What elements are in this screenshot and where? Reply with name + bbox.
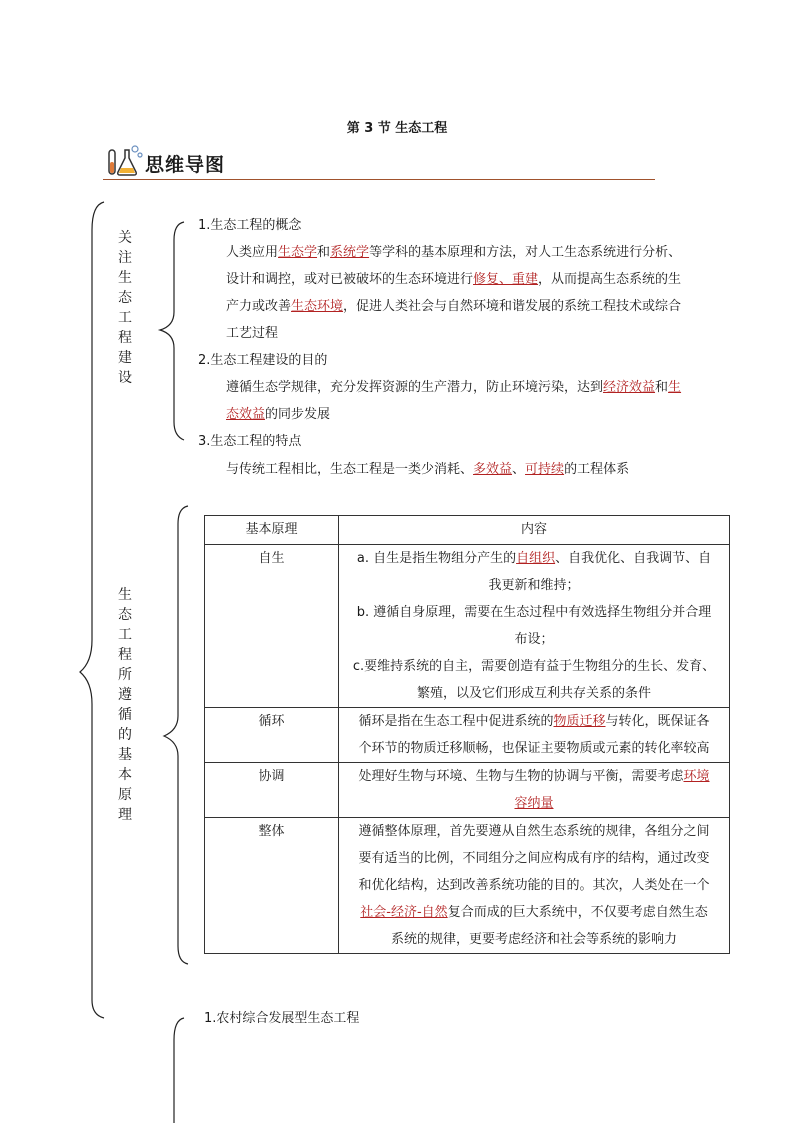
concept-line-4: 工艺过程: [226, 326, 279, 341]
features-line: 与传统工程相比，生态工程是一类少消耗、多效益、可持续的工程体系: [226, 462, 630, 477]
header-content: 内容: [339, 516, 730, 545]
principle-name: 协调: [205, 763, 339, 818]
branch-label-principles: 生态工程所遵循的基本原理: [118, 587, 132, 823]
sec3-bracket: [174, 1018, 184, 1123]
table-row: [205, 818, 730, 954]
principle-content: 遵循整体原理，首先要遵从自然生态系统的规律，各组分之间 要有适当的比例，不同组分之间应构成有序的结构，通过改变 和优化结构，达到改善系统功能的目的。其次，人类处在一个 社会-经济-自然复合而成的巨大系统中，不仅要考虑自然生态 系统的规律，更要考虑经济和社会等系统的影响力: [339, 818, 730, 954]
purpose-line-1: 遵循生态学规律，充分发挥资源的生产潜力，防止环境污染，达到经济效益和生: [226, 380, 682, 395]
principle-content: 处理好生物与环境、生物与生物的协调与平衡，需要考虑环境 容纳量: [339, 763, 730, 818]
concept-line-1: 人类应用生态学和系统学等学科的基本原理和方法，对人工生态系统进行分析、: [226, 245, 682, 260]
concept-heading: 1.生态工程的概念: [198, 218, 302, 233]
purpose-line-2: 态效益的同步发展: [226, 407, 331, 422]
heading-text: 思维导图: [145, 154, 226, 176]
section-title: 第 3 节 生态工程: [346, 121, 448, 136]
purpose-heading: 2.生态工程建设的目的: [198, 353, 328, 368]
header-principle: 基本原理: [205, 516, 339, 545]
principle-content: a. 自生是指生物组分产生的自组织、自我优化、自我调节、自 我更新和维持； b. 遵循自身原理，需要在生态过程中有效选择生物组分并合理 布设； c.要维持系统的自主，需要创造有益于生物组分的生长、发育、 繁殖，以及它们形成互利共存关系的条件: [339, 545, 730, 708]
branch-label-construction: 关注生态工程建设: [118, 230, 132, 386]
principle-name: 整体: [205, 818, 339, 954]
sec1-bracket: [160, 222, 184, 440]
rural-eco-heading: 1.农村综合发展型生态工程: [204, 1011, 360, 1026]
features-heading: 3.生态工程的特点: [198, 434, 302, 449]
principle-name: 循环: [205, 708, 339, 763]
sec2-bracket: [164, 506, 188, 964]
table-row: [205, 708, 730, 763]
table-row: [205, 763, 730, 818]
table-header-row: [205, 516, 730, 545]
principle-content: 循环是指在生态工程中促进系统的物质迁移与转化，既保证各 个环节的物质迁移顺畅，也保证主要物质或元素的转化率较高: [339, 708, 730, 763]
outer-bracket: [80, 202, 104, 1018]
principle-name: 自生: [205, 545, 339, 708]
concept-line-3: 产力或改善生态环境，促进人类社会与自然环境和谐发展的系统工程技术或综合: [226, 299, 682, 314]
concept-line-2: 设计和调控，或对已被破坏的生态环境进行修复、重建，从而提高生态系统的生: [226, 272, 682, 287]
principles-table: [204, 515, 730, 954]
table-row: [205, 545, 730, 708]
